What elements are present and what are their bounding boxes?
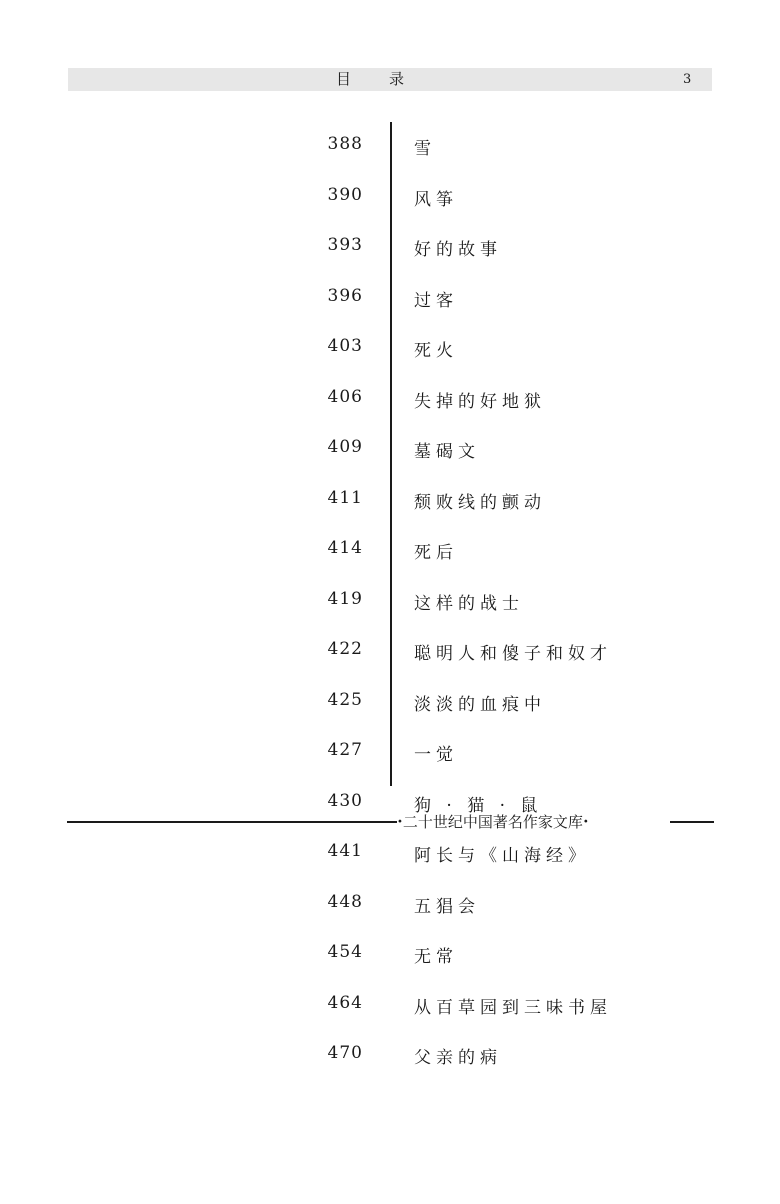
toc-entry[interactable] <box>0 478 780 529</box>
toc-page-number: 414 <box>327 538 363 558</box>
footer-rule-right <box>670 821 714 823</box>
toc-page-number: 454 <box>327 942 363 962</box>
toc-entry[interactable] <box>0 629 780 680</box>
toc-page-number: 425 <box>327 689 363 710</box>
toc-title: 风筝 <box>414 189 458 210</box>
toc-page-number: 464 <box>327 992 363 1013</box>
toc-title: 失掉的好地狱 <box>414 391 546 412</box>
toc-page-number: 470 <box>327 1043 363 1063</box>
toc-title: 死火 <box>414 341 458 361</box>
toc-title: 五猖会 <box>414 896 480 917</box>
toc-entry[interactable] <box>0 680 780 731</box>
toc-entry[interactable] <box>0 831 780 882</box>
toc-title: 好的故事 <box>414 240 502 260</box>
toc-title: 雪 <box>414 139 436 159</box>
toc-page-number: 406 <box>327 386 363 407</box>
toc-title: 从百草园到三味书屋 <box>414 997 612 1018</box>
toc-entry[interactable] <box>0 730 780 781</box>
toc-page-number: 422 <box>327 639 363 659</box>
footer-rule-left <box>67 821 397 823</box>
bullet-icon: • <box>582 816 589 828</box>
toc-page-number: 430 <box>327 790 363 811</box>
toc-entry[interactable] <box>0 225 780 276</box>
toc-title: 阿长与《山海经》 <box>414 846 590 866</box>
toc-title: 狗 · 猫 · 鼠 <box>414 795 543 816</box>
toc-title: 颓败线的颤动 <box>414 492 546 513</box>
toc-title: 死后 <box>414 543 458 563</box>
toc-entry[interactable] <box>0 882 780 933</box>
toc-page-number: 388 <box>327 134 363 154</box>
table-of-contents <box>0 124 780 1084</box>
toc-entry[interactable] <box>0 175 780 226</box>
toc-title: 父亲的病 <box>414 1048 502 1068</box>
toc-entry[interactable] <box>0 276 780 327</box>
bullet-icon: • <box>397 816 403 828</box>
toc-page-number: 409 <box>327 437 363 457</box>
footer-series-label: 二十世纪中国著名作家文库 <box>402 813 583 831</box>
toc-page-number: 411 <box>327 487 363 508</box>
toc-entry[interactable] <box>0 579 780 630</box>
toc-entry[interactable] <box>0 1033 780 1084</box>
toc-page-number: 427 <box>327 740 363 760</box>
toc-page-number: 393 <box>327 235 363 255</box>
toc-entry[interactable] <box>0 124 780 175</box>
toc-entry[interactable] <box>0 528 780 579</box>
toc-entry[interactable] <box>0 932 780 983</box>
toc-page-number: 403 <box>327 336 363 356</box>
toc-page-number: 419 <box>327 588 363 609</box>
toc-title: 无常 <box>414 947 458 967</box>
toc-entry[interactable] <box>0 427 780 478</box>
page-number: 3 <box>683 72 692 87</box>
toc-title: 淡淡的血痕中 <box>414 694 546 715</box>
toc-page-number: 390 <box>327 184 363 205</box>
footer-series <box>397 811 589 833</box>
toc-title: 墓碣文 <box>414 442 480 462</box>
toc-title: 一觉 <box>414 745 458 765</box>
toc-page-number: 396 <box>327 285 363 306</box>
toc-entry[interactable] <box>0 377 780 428</box>
toc-page-number: 448 <box>327 891 363 912</box>
toc-title: 聪明人和傻子和奴才 <box>414 644 612 664</box>
toc-entry[interactable] <box>0 983 780 1034</box>
toc-page-number: 441 <box>327 841 363 861</box>
toc-title: 这样的战士 <box>414 593 524 614</box>
toc-title: 过客 <box>414 290 458 311</box>
toc-entry[interactable] <box>0 781 780 832</box>
page-title: 目录 <box>336 70 443 88</box>
toc-entry[interactable] <box>0 326 780 377</box>
